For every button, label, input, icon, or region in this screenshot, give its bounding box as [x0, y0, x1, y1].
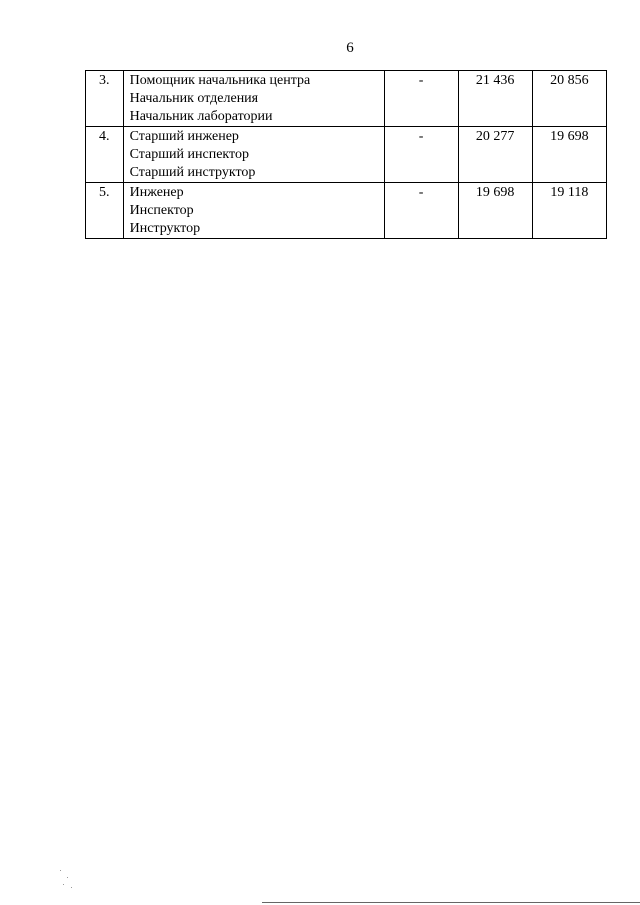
row-number: 4.: [86, 127, 124, 183]
salary-value-cell: 19 698: [532, 127, 606, 183]
dash-cell: -: [384, 127, 458, 183]
salary-table: [85, 70, 607, 239]
salary-value-cell: 19 118: [532, 183, 606, 239]
position-title: Инструктор: [129, 221, 201, 236]
row-number: 5.: [86, 183, 124, 239]
position-title: Инженер: [129, 185, 184, 200]
position-title: Старший инструктор: [129, 165, 256, 180]
position-cell: [123, 127, 384, 183]
dash-cell: -: [384, 71, 458, 127]
row-number: 3.: [86, 71, 124, 127]
table-row: [86, 71, 607, 127]
scan-specks: [58, 870, 78, 890]
scan-edge-line: [262, 902, 640, 903]
salary-value-cell: 20 856: [532, 71, 606, 127]
position-title: Помощник начальника центра: [129, 73, 311, 88]
position-title: Старший инспектор: [129, 147, 249, 162]
dash-cell: -: [384, 183, 458, 239]
position-cell: [123, 183, 384, 239]
salary-value-cell: 21 436: [458, 71, 532, 127]
position-cell: [123, 71, 384, 127]
position-title: Инспектор: [129, 203, 194, 218]
page-number: 6: [346, 40, 354, 56]
table-row: [86, 183, 607, 239]
position-title: Начальник лаборатории: [129, 109, 273, 124]
table-row: [86, 127, 607, 183]
salary-value-cell: 19 698: [458, 183, 532, 239]
position-title: Старший инженер: [129, 129, 239, 144]
position-title: Начальник отделения: [129, 91, 259, 106]
salary-value-cell: 20 277: [458, 127, 532, 183]
